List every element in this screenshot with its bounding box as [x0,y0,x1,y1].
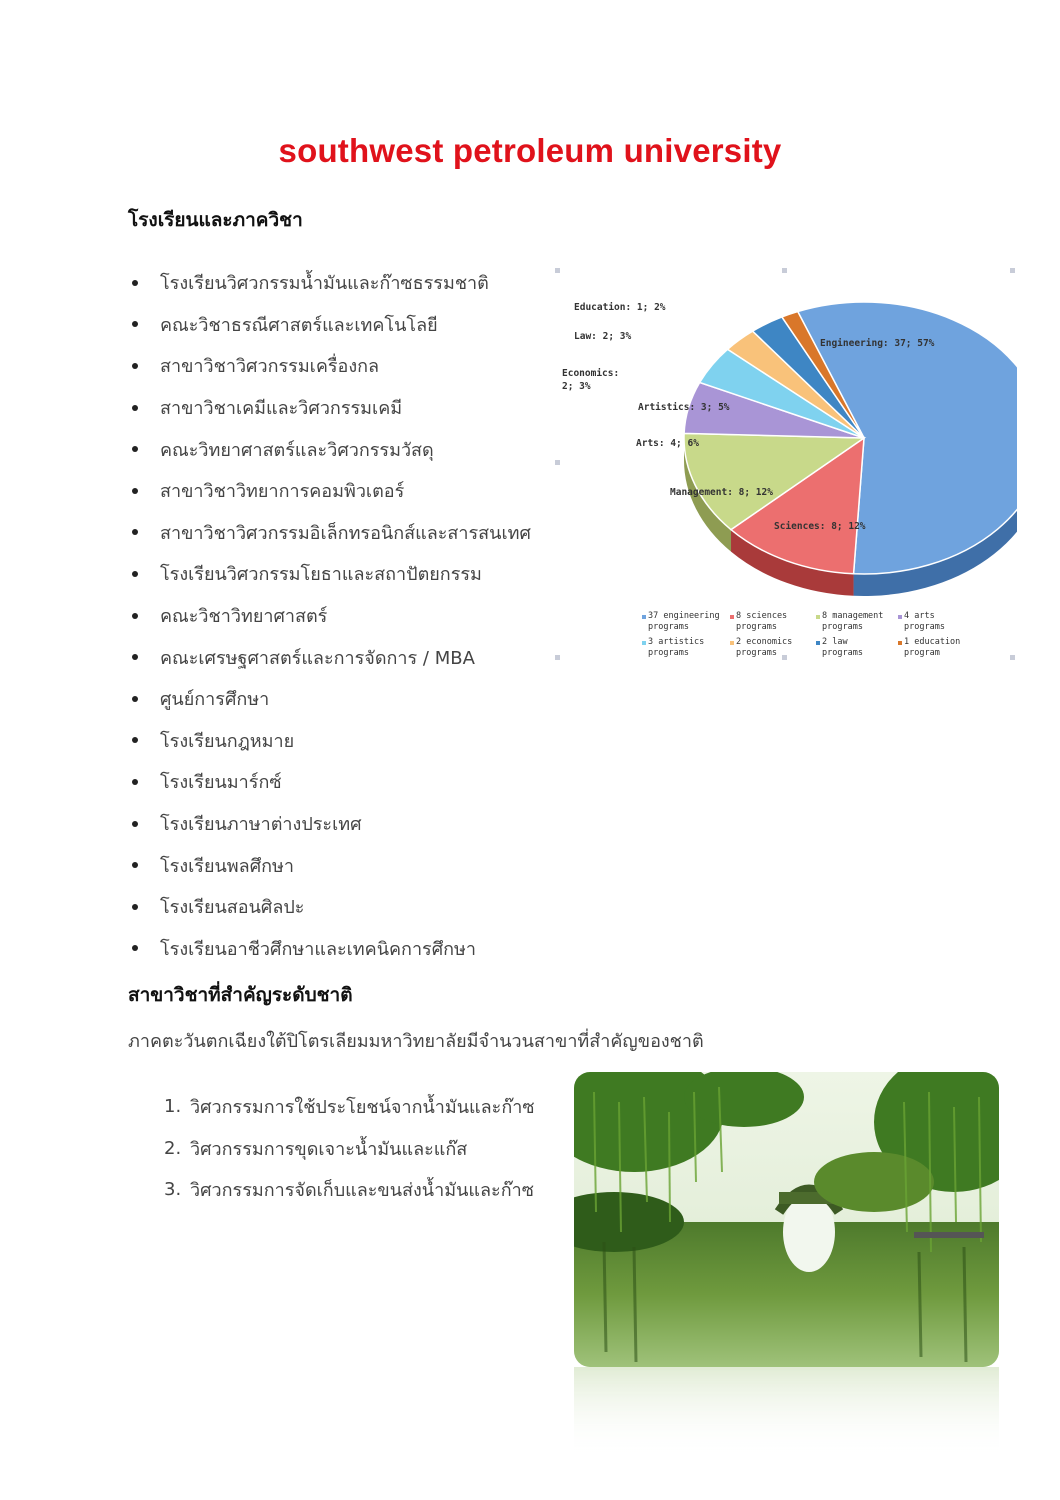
document-title: southwest petroleum university [278,132,782,169]
reflection-shape [574,1367,999,1457]
legend-label: 37 engineering programs [648,611,720,632]
photo-reflection [574,1367,999,1457]
bullet-icon [132,654,138,660]
school-item [128,928,548,970]
legend-label: 1 education program [904,637,961,658]
school-label: โรงเรียนมาร์กซ์ [160,772,282,794]
school-label: สาขาวิชาวิศวกรรมเครื่องกล [160,356,380,378]
school-item [128,720,548,762]
key-program-number: 2. [164,1137,182,1159]
school-item [128,428,548,470]
schools-heading: โรงเรียนและภาควิชา [128,209,303,231]
school-item [128,803,548,845]
frame-handle [782,268,787,273]
legend-label: 2 law programs [822,637,863,658]
key-program-item [164,1086,535,1128]
pie-label-education: Education: 1; 2% [574,302,666,313]
bullet-icon [132,363,138,369]
bullet-icon [132,696,138,702]
school-label: โรงเรียนวิศวกรรมโยธาและสถาปัตยกรรม [160,564,482,586]
school-label: สาขาวิชาเคมีและวิศวกรรมเคมี [160,398,403,420]
key-programs-intro: ภาคตะวันตกเฉียงใต้ปิโตรเลียมมหาวิทยาลัยมีจำนวนสาขาที่สำคัญของชาติ [128,1031,704,1052]
school-label: คณะวิทยาศาสตร์และวิศวกรรมวัสดุ [160,439,434,461]
schools-list [128,262,548,969]
legend-swatch [898,615,902,619]
programs-pie-chart [552,262,1017,667]
school-label: สาขาวิชาวิศวกรรมอิเล็กทรอนิกส์และสารสนเทศ [160,522,531,544]
legend-label: 8 sciences programs [736,611,788,632]
pie-label-law: Law: 2; 3% [574,331,632,342]
school-item [128,844,548,886]
bullet-icon [132,862,138,868]
school-label: คณะวิชาธรณีศาสตร์และเทคโนโลยี [160,314,438,336]
school-label: ศูนย์การศึกษา [160,689,270,711]
pie-label-engineering: Engineering: 37; 57% [820,338,935,349]
school-item [128,636,548,678]
school-item [128,512,548,554]
bullet-icon [132,779,138,785]
bullet-icon [132,945,138,951]
school-label: โรงเรียนวิศวกรรมน้ำมันและก๊าซธรรมชาติ [160,273,489,295]
key-programs-list [164,1086,535,1211]
school-item [128,761,548,803]
pie-label-sciences: Sciences: 8; 12% [774,521,866,532]
school-item [128,886,548,928]
legend-swatch [898,641,902,645]
bullet-icon [132,280,138,286]
pie-label-artistics: Artistics: 3; 5% [638,402,730,413]
legend-label: 3 artistics programs [648,637,705,658]
legend-swatch [730,615,734,619]
key-program-label: วิศวกรรมการจัดเก็บและขนส่งน้ำมันและก๊าซ [190,1180,534,1202]
school-label: โรงเรียนอาชีวศึกษาและเทคนิคการศึกษา [160,938,477,960]
key-program-label: วิศวกรรมการขุดเจาะน้ำมันและแก๊ส [190,1138,468,1160]
legend-swatch [816,615,820,619]
frame-handle [555,268,560,273]
school-item [128,678,548,720]
key-program-number: 1. [164,1096,182,1118]
pie-label-arts: Arts: 4; 6% [636,438,699,449]
legend-swatch [816,641,820,645]
key-program-item [164,1128,535,1170]
pie-label-economics: Economics: 2; 3% [562,368,620,392]
pie-legend [642,611,960,658]
legend-label: 2 economics programs [736,637,793,658]
bullet-icon [132,529,138,535]
frame-handle [1010,268,1015,273]
frame-handle [555,655,560,660]
frame-handle [782,655,787,660]
school-item [128,470,548,512]
campus-lake-photo [574,1072,999,1367]
key-program-item [164,1169,535,1211]
school-item [128,262,548,304]
willow-lake-illustration [574,1072,999,1367]
school-label: โรงเรียนภาษาต่างประเทศ [160,814,362,836]
school-item [128,304,548,346]
legend-swatch [642,641,646,645]
school-label: คณะเศรษฐศาสตร์และการจัดการ / MBA [160,647,475,669]
legend-swatch [730,641,734,645]
pie-chart-svg [552,262,1017,667]
bullet-icon [132,571,138,577]
school-item [128,387,548,429]
bullet-icon [132,405,138,411]
bullet-icon [132,321,138,327]
legend-label: 8 management programs [822,611,884,632]
school-label: คณะวิชาวิทยาศาสตร์ [160,606,328,628]
school-label: โรงเรียนพลศึกษา [160,855,294,877]
bullet-icon [132,613,138,619]
key-program-label: วิศวกรรมการใช้ประโยชน์จากน้ำมันและก๊าซ [190,1097,535,1119]
bullet-icon [132,904,138,910]
frame-handle [1010,655,1015,660]
school-item [128,345,548,387]
frame-handle [555,460,560,465]
school-label: โรงเรียนสอนศิลปะ [160,897,305,919]
key-program-number: 3. [164,1179,182,1201]
school-item [128,595,548,637]
legend-label: 4 arts programs [904,611,945,632]
bullet-icon [132,488,138,494]
key-programs-heading: สาขาวิชาที่สำคัญระดับชาติ [128,984,353,1006]
school-item [128,553,548,595]
school-label: โรงเรียนกฎหมาย [160,730,295,752]
bullet-icon [132,446,138,452]
bullet-icon [132,737,138,743]
school-label: สาขาวิชาวิทยาการคอมพิวเตอร์ [160,481,405,503]
bullet-icon [132,821,138,827]
pie-label-management: Management: 8; 12% [670,487,773,498]
legend-swatch [642,615,646,619]
